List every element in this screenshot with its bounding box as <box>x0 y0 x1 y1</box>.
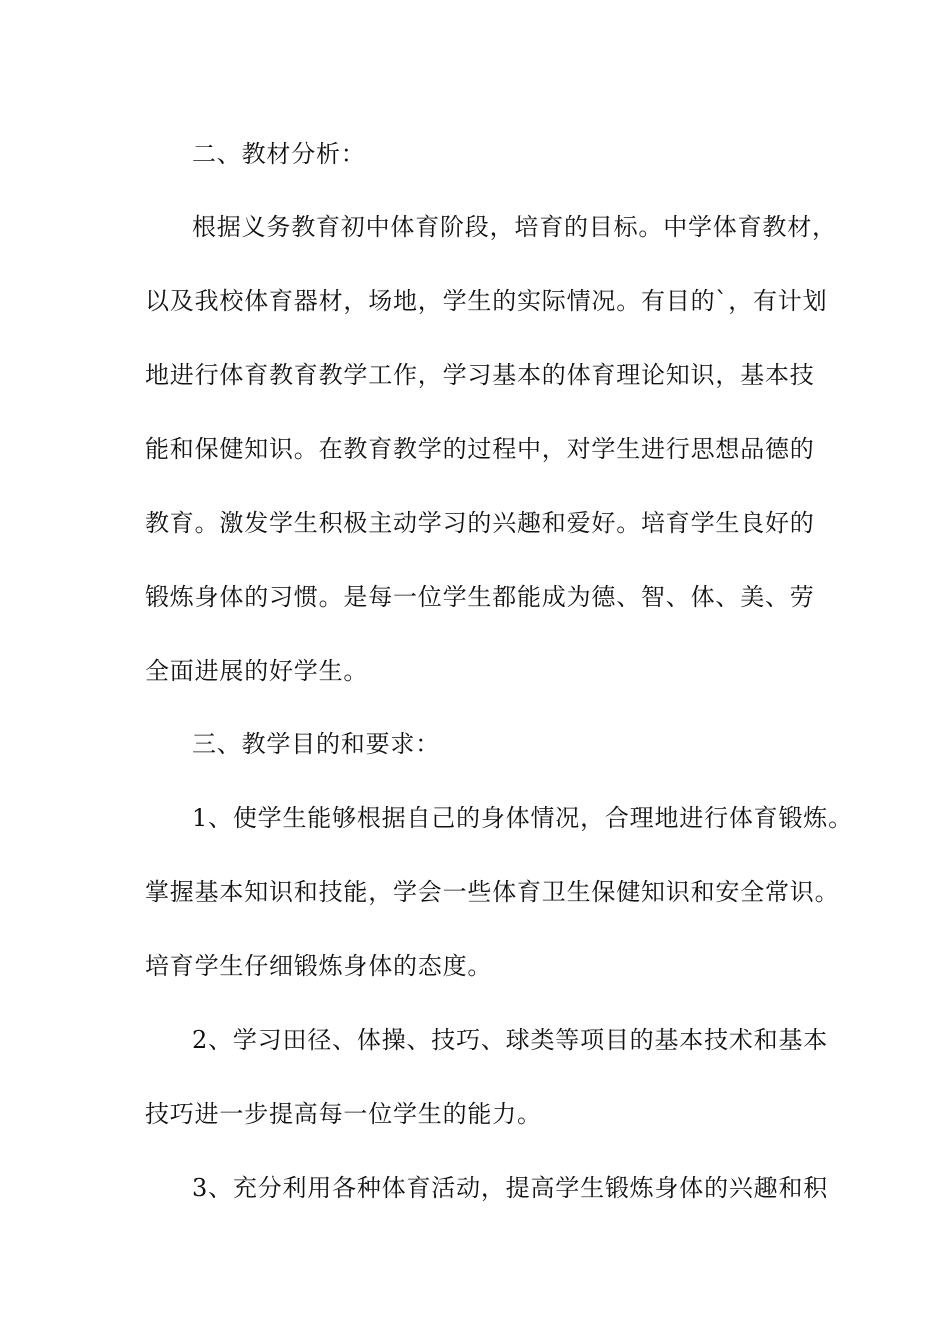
list-item-line: 掌握基本知识和技能，学会一些体育卫生保健知识和安全常识。 <box>145 878 840 906</box>
list-item-line: 技巧进一步提高每一位学生的能力。 <box>145 1100 542 1128</box>
section-heading-textbook-analysis: 二、教材分析： <box>192 140 366 168</box>
list-item-line: 3、充分利用各种体育活动，提高学生锻炼身体的兴趣和积 <box>192 1174 829 1202</box>
section-heading-teaching-goals: 三、教学目的和要求： <box>192 730 440 758</box>
list-item-line: 1、使学生能够根据自己的身体情况，合理地进行体育锻炼。 <box>192 804 853 832</box>
paragraph-line: 教育。激发学生积极主动学习的兴趣和爱好。培育学生良好的 <box>145 509 815 537</box>
paragraph-line: 锻炼身体的习惯。是每一位学生都能成为德、智、体、美、劳 <box>145 583 815 611</box>
paragraph-line: 以及我校体育器材，场地，学生的实际情况。有目的`，有计划 <box>145 287 828 315</box>
paragraph-line: 能和保健知识。在教育教学的过程中，对学生进行思想品德的 <box>145 435 815 463</box>
paragraph-line: 地进行体育教育教学工作，学习基本的体育理论知识，基本技 <box>145 361 815 389</box>
paragraph-line: 全面进展的好学生。 <box>145 657 369 685</box>
list-item-line: 2、学习田径、体操、技巧、球类等项目的基本技术和基本 <box>192 1026 829 1054</box>
paragraph-line: 根据义务教育初中体育阶段，培育的目标。中学体育教材， <box>192 213 837 241</box>
list-item-line: 培育学生仔细锻炼身体的态度。 <box>145 952 493 980</box>
